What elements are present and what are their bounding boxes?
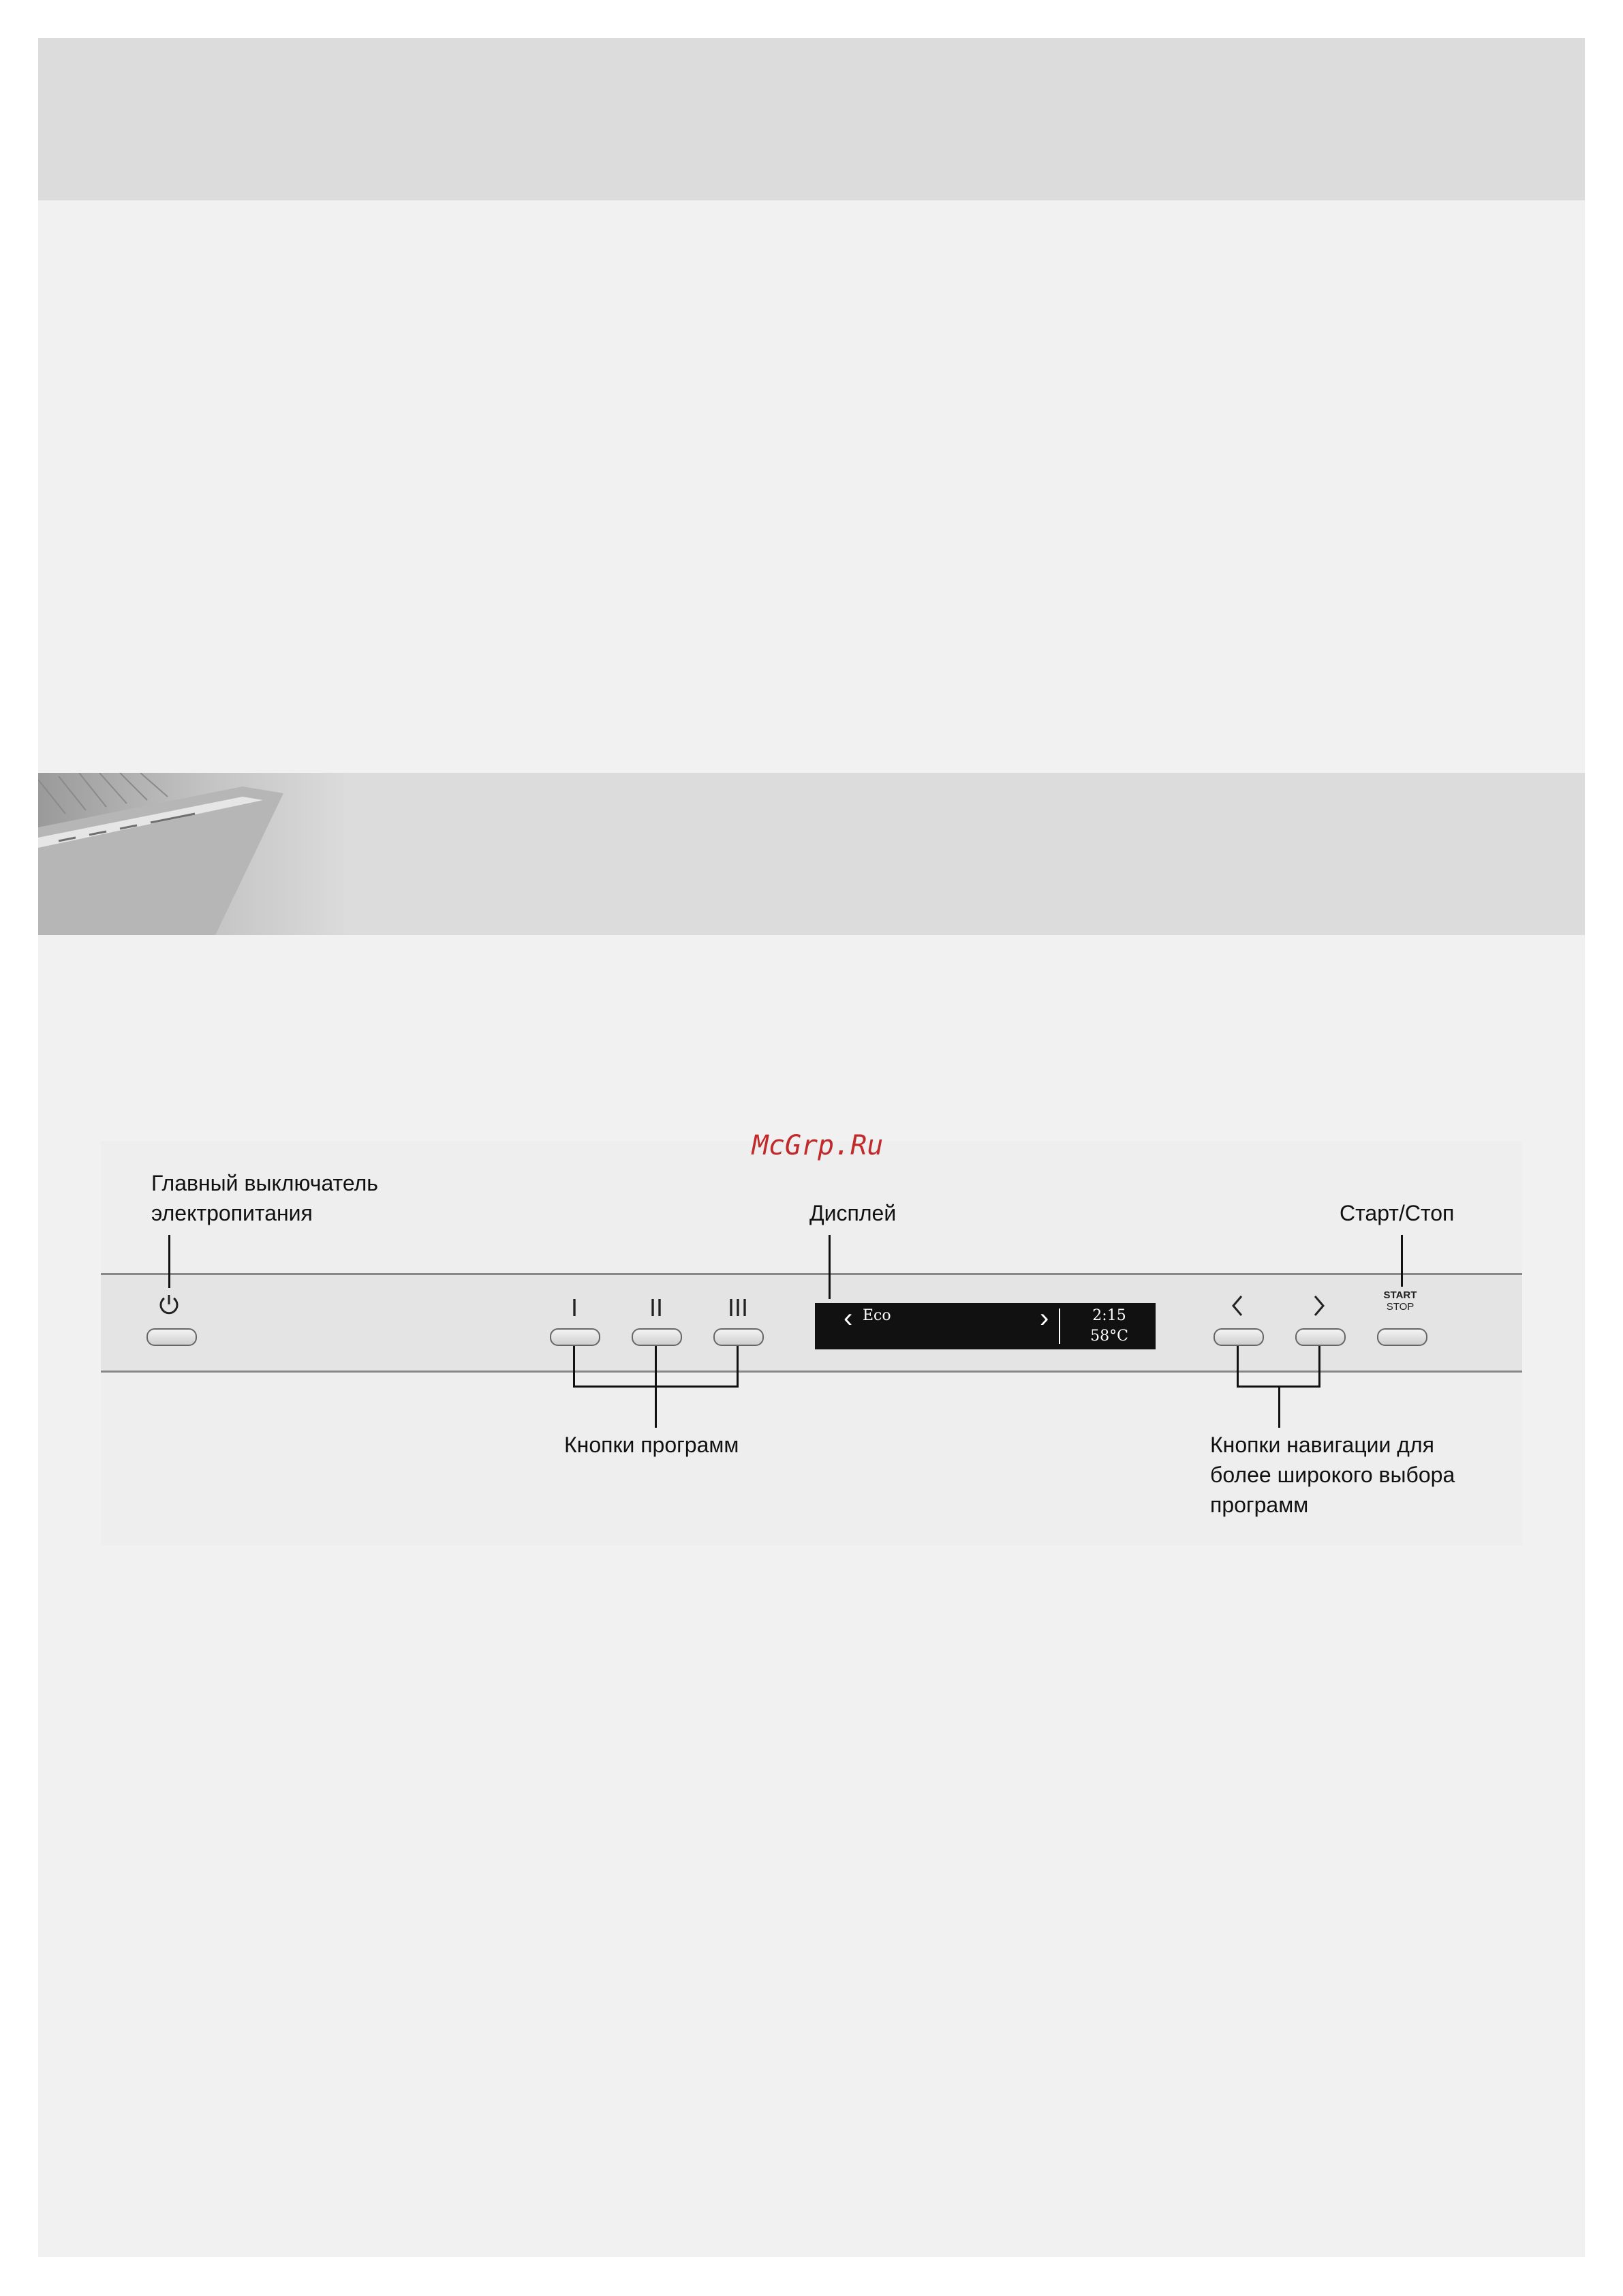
- power-switch-label: [151, 1168, 378, 1228]
- navigation-bracket-right: [1318, 1346, 1320, 1387]
- navigation-right-button[interactable]: [1295, 1328, 1346, 1346]
- start-stop-button[interactable]: [1377, 1328, 1427, 1346]
- power-icon: [157, 1292, 181, 1317]
- navigation-bracket-left: [1237, 1346, 1239, 1387]
- display-leader-line: [829, 1235, 831, 1299]
- start-stop-symbol: [1370, 1289, 1431, 1313]
- display-chevron-left-icon: ‹: [844, 1303, 853, 1333]
- section-band: [38, 773, 1585, 935]
- program-1-button[interactable]: [550, 1328, 600, 1346]
- header-band: [38, 38, 1585, 200]
- dishwasher-photo: [38, 773, 352, 935]
- start-stop-label: Старт/Стоп: [1340, 1201, 1455, 1225]
- navigation-bracket-stem: [1278, 1386, 1280, 1428]
- display-time: 2:15: [1092, 1307, 1126, 1324]
- program-bracket-bar: [573, 1386, 739, 1388]
- display-temperature: 58°C: [1090, 1328, 1128, 1345]
- navigation-label-line-3: программ: [1210, 1493, 1309, 1517]
- watermark: McGrp.Ru: [752, 1130, 884, 1161]
- power-label-line-1: Главный выключатель: [151, 1171, 378, 1195]
- program-2-symbol: II: [649, 1294, 663, 1321]
- program-3-symbol: III: [727, 1294, 748, 1321]
- program-2-button[interactable]: [632, 1328, 682, 1346]
- display-separator: [1059, 1308, 1060, 1344]
- power-label-line-2: электропитания: [151, 1201, 313, 1225]
- program-3-button[interactable]: [713, 1328, 764, 1346]
- control-panel: [101, 1273, 1522, 1373]
- display-program: Eco: [863, 1307, 891, 1324]
- display-screen: [815, 1303, 1156, 1349]
- navigation-label-line-2: более широкого выбора: [1210, 1463, 1455, 1487]
- display-chevron-right-icon: ›: [1040, 1303, 1049, 1333]
- program-1-symbol: I: [570, 1294, 578, 1321]
- navigation-buttons-label: [1210, 1430, 1455, 1520]
- power-leader-line: [168, 1235, 170, 1288]
- program-bracket-left: [573, 1346, 575, 1387]
- program-bracket-right: [737, 1346, 739, 1387]
- start-stop-leader-line: [1401, 1235, 1403, 1287]
- navigation-label-line-1: Кнопки навигации для: [1210, 1433, 1434, 1457]
- start-text: START: [1383, 1289, 1417, 1301]
- chevron-left-icon: [1226, 1292, 1248, 1319]
- navigation-left-button[interactable]: [1214, 1328, 1264, 1346]
- power-button[interactable]: [146, 1328, 197, 1346]
- display-label: Дисплей: [809, 1201, 897, 1225]
- chevron-right-icon: [1308, 1292, 1330, 1319]
- stop-text: STOP: [1386, 1301, 1415, 1313]
- program-buttons-label: Кнопки программ: [564, 1433, 739, 1457]
